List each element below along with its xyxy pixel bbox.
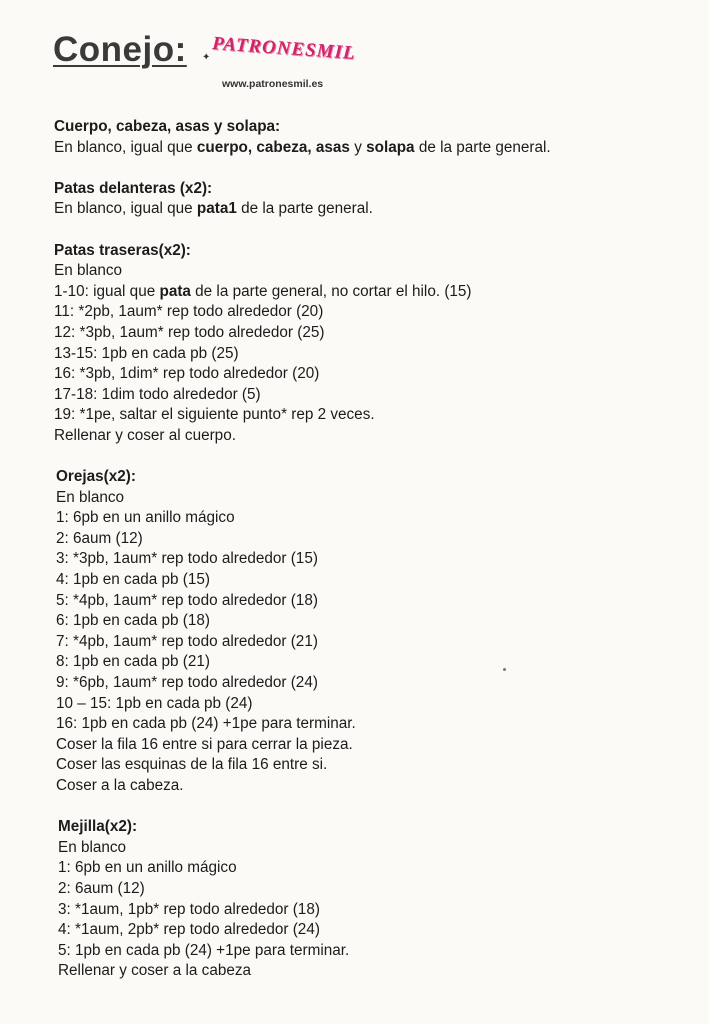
- page-title: Conejo:: [53, 30, 187, 69]
- instruction-line: En blanco: [54, 262, 123, 280]
- text-run: y: [349, 138, 367, 156]
- text-run: 1-10: igual que: [54, 282, 160, 300]
- instruction-line: 6: 1pb en cada pb (18): [56, 612, 210, 630]
- instruction-line: 2: 6aum (12): [56, 529, 143, 547]
- instruction-line: 4: *1aum, 2pb* rep todo alrededor (24): [58, 921, 320, 939]
- bold-run: solapa: [366, 138, 415, 156]
- instruction-line: 13-15: 1pb en cada pb (25): [54, 344, 239, 362]
- section-text: [54, 199, 684, 220]
- text-run: de la parte general.: [414, 138, 551, 156]
- instruction-line: Coser la fila 16 entre si para cerrar la pieza.: [56, 735, 353, 753]
- instruction-line: 8: 1pb en cada pb (21): [56, 653, 210, 671]
- text-run: de la parte general, no cortar el hilo. (15): [190, 282, 472, 300]
- pattern-content: [54, 117, 684, 1003]
- text-run: En blanco, igual que: [54, 200, 197, 218]
- instruction-line: 12: *3pb, 1aum* rep todo alrededor (25): [54, 323, 325, 341]
- bold-run: pata1: [196, 200, 237, 218]
- instruction-line: 10 – 15: 1pb en cada pb (24): [56, 694, 253, 712]
- instruction-line: 9: *6pb, 1aum* rep todo alrededor (24): [56, 674, 318, 692]
- instruction-line: 17-18: 1dim todo alrededor (5): [54, 385, 261, 403]
- logo-url: www.patronesmil.es: [222, 78, 324, 90]
- patronesmil-logo: [200, 34, 370, 94]
- instruction-line: 2: 6aum (12): [58, 879, 145, 897]
- section-orejas: [54, 467, 684, 797]
- instruction-line: Rellenar y coser a la cabeza: [58, 962, 252, 980]
- instruction-line: 4: 1pb en cada pb (15): [56, 571, 210, 589]
- instruction-line: 3: *1aum, 1pb* rep todo alrededor (18): [58, 900, 320, 918]
- bold-run: pata: [159, 282, 191, 300]
- instruction-line: Rellenar y coser al cuerpo.: [54, 426, 236, 444]
- instruction-line: 16: 1pb en cada pb (24) +1pe para terminar.: [56, 715, 356, 733]
- logo-spark-icon: ✦: [202, 52, 211, 63]
- section-mejilla: [54, 817, 684, 982]
- instruction-line: 7: *4pb, 1aum* rep todo alrededor (21): [56, 632, 318, 650]
- instruction-line: Coser a la cabeza.: [56, 777, 184, 794]
- paper-speck: [503, 668, 506, 671]
- text-run: de la parte general.: [236, 200, 373, 218]
- instruction-line: 11: *2pb, 1aum* rep todo alrededor (20): [54, 303, 324, 321]
- instruction-line: En blanco: [56, 488, 125, 506]
- section-heading: Cuerpo, cabeza, asas y solapa:: [54, 118, 281, 135]
- instruction-line: 3: *3pb, 1aum* rep todo alrededor (15): [56, 550, 318, 568]
- instruction-line: 1: 6pb en un anillo mágico: [56, 509, 235, 527]
- instruction-line: 19: *1pe, saltar el siguiente punto* rep 2 veces.: [54, 406, 375, 424]
- section-patas-delanteras: [54, 179, 684, 220]
- section-heading: Patas traseras(x2):: [54, 241, 191, 259]
- instruction-line: 5: *4pb, 1aum* rep todo alrededor (18): [56, 591, 318, 609]
- instruction-line: Coser las esquinas de la fila 16 entre si.: [56, 756, 328, 774]
- section-patas-traseras: [54, 241, 684, 447]
- logo-name: PATRONESMIL: [211, 33, 357, 64]
- section-cuerpo: [54, 117, 684, 158]
- instruction-line: 5: 1pb en cada pb (24) +1pe para terminar.: [58, 941, 350, 959]
- instruction-line: 16: *3pb, 1dim* rep todo alrededor (20): [54, 365, 320, 383]
- bold-run: cuerpo, cabeza, asas: [196, 138, 350, 156]
- section-heading: Mejilla(x2):: [58, 818, 138, 836]
- instruction-line: En blanco: [58, 838, 127, 856]
- section-text: [54, 138, 684, 159]
- text-run: En blanco, igual que: [54, 138, 197, 156]
- instruction-line: [54, 282, 684, 303]
- instruction-line: 1: 6pb en un anillo mágico: [58, 859, 237, 877]
- section-heading: Patas delanteras (x2):: [54, 179, 213, 197]
- section-heading: Orejas(x2):: [56, 468, 136, 486]
